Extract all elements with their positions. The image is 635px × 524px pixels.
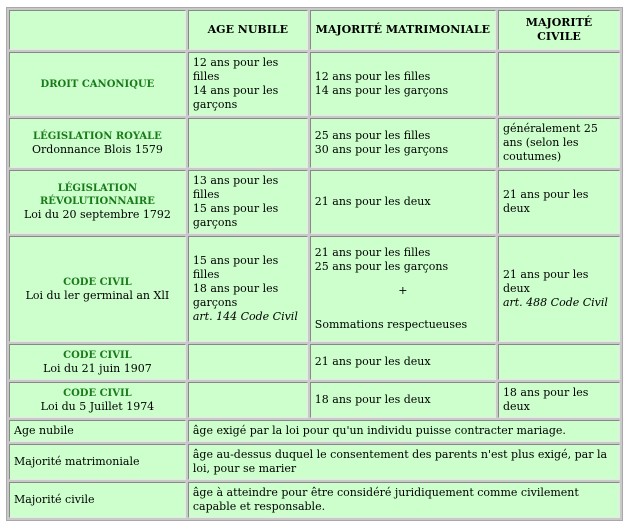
row-label-subtitle: Loi du ler germinal an XlI (25, 288, 170, 302)
cell-age-nubile-code-civil-1974 (188, 382, 308, 418)
row-droit-canonique (9, 52, 620, 116)
row-label-title: CODE CIVIL (63, 276, 132, 288)
cell-age-nubile-legislation-revolutionnaire (188, 170, 308, 234)
cell-line: 15 ans pour les filles (192, 254, 279, 281)
cell-maj-civile-droit-canonique (498, 52, 620, 116)
row-label-subtitle: Loi du 20 septembre 1792 (23, 208, 171, 221)
cell-line: 21 ans pour les deux (502, 268, 589, 295)
row-legislation-royale (9, 118, 620, 168)
legal-age-table (6, 7, 623, 521)
cell-maj-matrimoniale-code-civil-germinal (310, 236, 496, 342)
row-code-civil-1907 (9, 344, 620, 380)
row-label-legislation-royale (9, 118, 186, 168)
header-majorite-civile: MAJORITÉ CIVILE (498, 10, 620, 50)
row-label-title: LÉGISLATION RÉVOLUTIONNAIRE (39, 183, 155, 207)
row-code-civil-1974 (9, 382, 620, 418)
cell-line: 25 ans pour les filles (314, 129, 431, 142)
cell-line: Sommations respectueuses (314, 318, 468, 331)
row-label-subtitle: Loi du 21 juin 1907 (43, 361, 152, 375)
definition-term: Age nubile (9, 420, 186, 442)
row-label-subtitle: Loi du 5 Juillet 1974 (40, 399, 155, 413)
cell-line: 14 ans pour les garçons (192, 84, 279, 111)
row-label-subtitle: Ordonnance Blois 1579 (32, 142, 163, 156)
cell-maj-matrimoniale-legislation-revolutionnaire: 21 ans pour les deux (310, 170, 496, 234)
header-row (9, 10, 620, 50)
definition-text: âge au-dessus duquel le consentement des parents n'est plus exigé, par la loi, pour se marier (188, 444, 620, 480)
row-label-title: DROIT CANONIQUE (40, 78, 155, 90)
definition-row-age-nubile (9, 420, 620, 442)
cell-maj-civile-code-civil-germinal (498, 236, 620, 342)
cell-maj-civile-code-civil-1974: 18 ans pour les deux (498, 382, 620, 418)
cell-age-nubile-code-civil-1907 (188, 344, 308, 380)
row-label-code-civil-1907 (9, 344, 186, 380)
definition-term: Majorité matrimoniale (9, 444, 186, 480)
definition-row-majorite-matrimoniale (9, 444, 620, 480)
cell-maj-matrimoniale-droit-canonique (310, 52, 496, 116)
cell-line: 18 ans pour les garçons (192, 282, 279, 309)
cell-reference: art. 144 Code Civil (192, 310, 298, 323)
cell-line: 12 ans pour les filles (192, 56, 279, 83)
plus-sign: + (398, 284, 408, 297)
row-code-civil-germinal (9, 236, 620, 342)
header-age-nubile: AGE NUBILE (188, 10, 308, 50)
cell-line: 13 ans pour les filles (192, 174, 279, 201)
cell-maj-civile-legislation-revolutionnaire: 21 ans pour les deux (498, 170, 620, 234)
cell-line: 15 ans pour les garçons (192, 202, 279, 229)
row-label-code-civil-germinal (9, 236, 186, 342)
cell-line: 14 ans pour les garçons (314, 84, 449, 97)
cell-maj-civile-legislation-royale: généralement 25 ans (selon les coutumes) (498, 118, 620, 168)
definition-row-majorite-civile (9, 482, 620, 518)
cell-age-nubile-code-civil-germinal (188, 236, 308, 342)
cell-line: 25 ans pour les garçons (314, 260, 449, 273)
header-majorite-matrimoniale: MAJORITÉ MATRIMONIALE (310, 10, 496, 50)
row-label-title: CODE CIVIL (63, 387, 132, 399)
definition-term: Majorité civile (9, 482, 186, 518)
definition-text: âge à atteindre pour être considéré juridiquement comme civilement capable et responsable. (188, 482, 620, 518)
row-label-code-civil-1974 (9, 382, 186, 418)
cell-line: 12 ans pour les filles (314, 70, 431, 83)
cell-maj-matrimoniale-code-civil-1974: 18 ans pour les deux (310, 382, 496, 418)
cell-age-nubile-droit-canonique (188, 52, 308, 116)
definition-text: âge exigé par la loi pour qu'un individu puisse contracter mariage. (188, 420, 620, 442)
row-label-title: LÉGISLATION ROYALE (33, 130, 162, 142)
row-label-droit-canonique (9, 52, 186, 116)
cell-maj-civile-code-civil-1907 (498, 344, 620, 380)
row-label-title: CODE CIVIL (63, 349, 132, 361)
cell-reference: art. 488 Code Civil (502, 296, 608, 309)
legal-age-table-container (6, 7, 623, 521)
cell-age-nubile-legislation-royale (188, 118, 308, 168)
row-label-legislation-revolutionnaire (9, 170, 186, 234)
row-legislation-revolutionnaire (9, 170, 620, 234)
cell-line: 30 ans pour les garçons (314, 143, 449, 156)
cell-maj-matrimoniale-code-civil-1907: 21 ans pour les deux (310, 344, 496, 380)
header-empty-cell (9, 10, 186, 50)
cell-line: 21 ans pour les filles (314, 246, 431, 259)
cell-maj-matrimoniale-legislation-royale (310, 118, 496, 168)
